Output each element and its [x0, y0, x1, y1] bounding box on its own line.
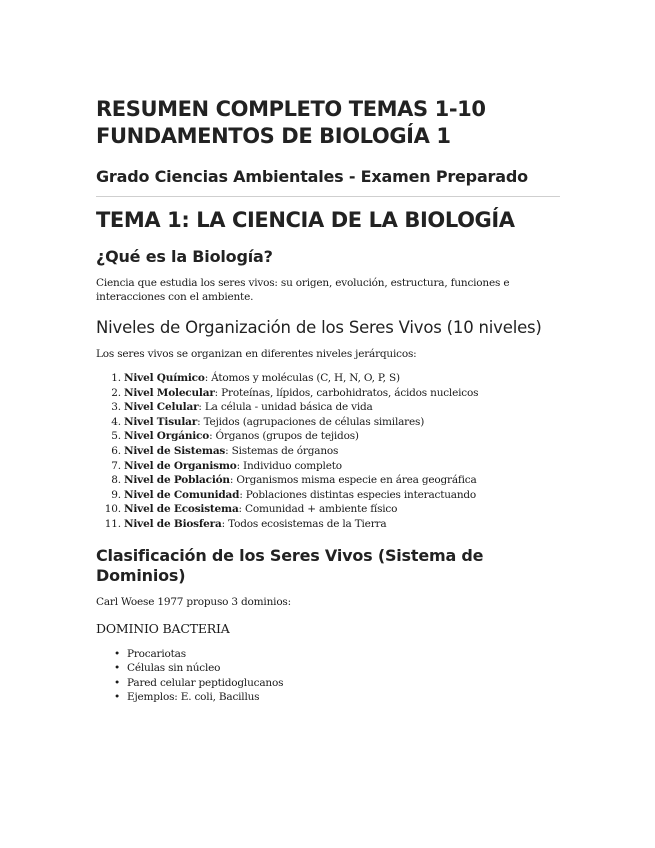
- nivel-item: [124, 400, 560, 415]
- nivel-term: Nivel Orgánico: [124, 430, 210, 443]
- list-item-text: Ejemplos: E. coli, Bacillus: [127, 691, 260, 704]
- nivel-description: : Individuo completo: [236, 459, 342, 472]
- list-item: [114, 661, 560, 676]
- nivel-term: Nivel de Población: [124, 474, 230, 487]
- nivel-item: [124, 473, 560, 488]
- nivel-description: : Átomos y moléculas (C, H, N, O, P, S): [204, 372, 400, 384]
- dominio-bacteria-list: [96, 647, 560, 705]
- section-divider: [96, 196, 560, 197]
- list-item-text: Procariotas: [127, 647, 186, 660]
- nivel-description: : La célula - unidad básica de vida: [198, 401, 373, 414]
- bullet-icon: •: [114, 676, 120, 689]
- nivel-term: Nivel Tisular: [124, 415, 198, 428]
- niveles-organizacion-heading: Niveles de Organización de los Seres Vivos (10 niveles): [96, 318, 542, 337]
- list-item: [114, 676, 560, 691]
- tema-1-heading: TEMA 1: LA CIENCIA DE LA BIOLOGÍA: [96, 208, 515, 232]
- nivel-term: Nivel de Sistemas: [124, 444, 226, 457]
- nivel-item: [124, 386, 560, 401]
- nivel-term: Nivel Químico: [124, 372, 205, 384]
- nivel-description: : Todos ecosistemas de la Tierra: [221, 517, 387, 530]
- document-subtitle: Grado Ciencias Ambientales - Examen Preparado: [96, 167, 528, 186]
- document-title: [96, 96, 560, 150]
- nivel-item: [124, 488, 560, 503]
- nivel-term: Nivel Celular: [124, 401, 199, 414]
- niveles-organizacion-intro: Los seres vivos se organizan en diferentes niveles jerárquicos:: [96, 348, 417, 360]
- nivel-description: : Proteínas, lípidos, carbohidratos, ácidos nucleicos: [214, 386, 479, 399]
- clasificacion-intro: Carl Woese 1977 propuso 3 dominios:: [96, 595, 291, 608]
- list-item-text: Células sin núcleo: [127, 662, 221, 675]
- que-es-biologia-text: Ciencia que estudia los seres vivos: su origen, evolución, estructura, funciones e interacciones con el ambiente.: [96, 277, 510, 303]
- nivel-description: : Sistemas de órganos: [225, 444, 339, 457]
- nivel-item: [124, 517, 560, 532]
- nivel-description: : Poblaciones distintas especies interactuando: [239, 488, 477, 501]
- bullet-icon: •: [114, 662, 120, 675]
- niveles-organizacion-list: [96, 371, 560, 532]
- nivel-item: [124, 444, 560, 459]
- nivel-item: [124, 371, 560, 386]
- dominio-bacteria-heading: DOMINIO BACTERIA: [96, 620, 230, 636]
- nivel-item: [124, 502, 560, 517]
- clasificacion-heading: Clasificación de los Seres Vivos (Sistema de Dominios): [96, 545, 484, 585]
- nivel-term: Nivel de Biosfera: [124, 517, 222, 530]
- bullet-icon: •: [114, 691, 120, 704]
- list-item: [114, 690, 560, 705]
- nivel-term: Nivel de Ecosistema: [124, 503, 239, 516]
- document-title-line-2: FUNDAMENTOS DE BIOLOGÍA 1: [96, 124, 451, 148]
- nivel-item: [124, 415, 560, 430]
- nivel-description: : Tejidos (agrupaciones de células similares): [197, 415, 425, 428]
- nivel-term: Nivel de Comunidad: [124, 488, 240, 501]
- nivel-item: [124, 429, 560, 444]
- nivel-description: : Órganos (grupos de tejidos): [209, 430, 359, 443]
- document-title-line-1: RESUMEN COMPLETO TEMAS 1-10: [96, 97, 486, 121]
- nivel-description: : Comunidad + ambiente físico: [238, 503, 398, 516]
- nivel-item: [124, 459, 560, 474]
- nivel-term: Nivel de Organismo: [124, 459, 237, 472]
- list-item: [114, 647, 560, 662]
- list-item-text: Pared celular peptidoglucanos: [127, 676, 284, 689]
- que-es-biologia-heading: ¿Qué es la Biología?: [96, 247, 273, 266]
- bullet-icon: •: [114, 647, 120, 660]
- nivel-term: Nivel Molecular: [124, 386, 215, 399]
- nivel-description: : Organismos misma especie en área geográfica: [229, 474, 477, 487]
- document-page: [96, 96, 560, 705]
